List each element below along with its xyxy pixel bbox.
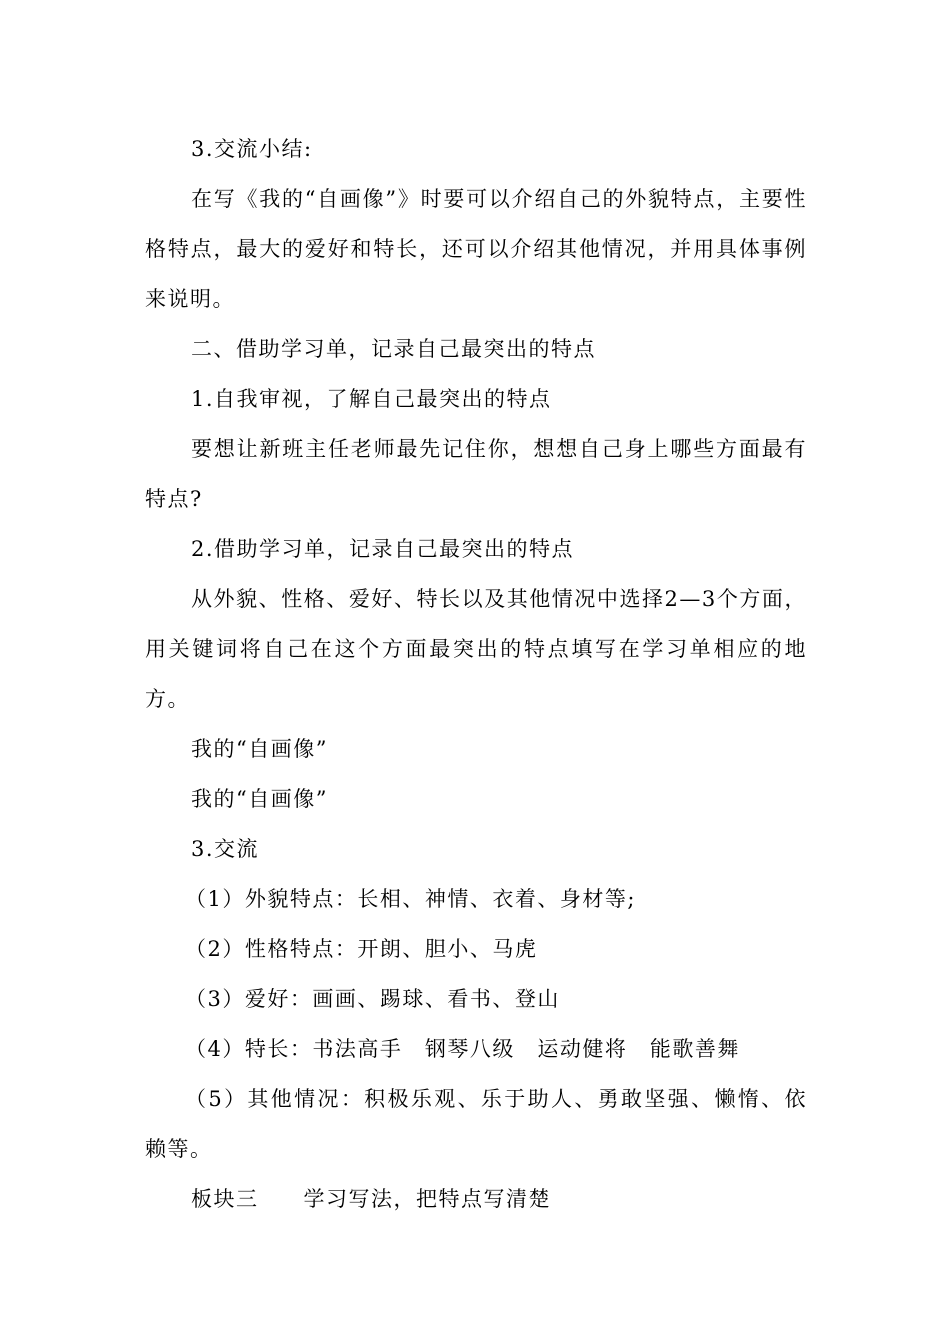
exchange-summary-text: 在写《我的“自画像”》时要可以介绍自己的外貌特点，主要性格特点，最大的爱好和特长，还可以介绍其他情况，并用具体事例来说明。 [145,187,807,311]
self-review-heading: 1.自我审视，了解自己最突出的特点 [191,387,552,411]
list-item-other: （5）其他情况：积极乐观、乐于助人、勇敢坚强、懒惰、依赖等。 [145,1087,807,1161]
list-item-hobbies: （3）爱好：画画、踢球、看书、登山 [185,987,560,1011]
list-item-personality: （2）性格特点：开朗、胆小、马虎 [185,937,538,961]
worksheet-text: 从外貌、性格、爱好、特长以及其他情况中选择2—3个方面，用关键词将自己在这个方面最突出的特点填写在学习单相应的地方。 [145,587,807,711]
self-review-text: 要想让新班主任老师最先记住你，想想自己身上哪些方面最有特点? [145,437,807,511]
section-two-heading: 二、借助学习单，记录自己最突出的特点 [191,337,596,361]
exchange-summary-heading: 3.交流小结: [191,137,313,161]
worksheet-heading: 2.借助学习单，记录自己最突出的特点 [191,537,575,561]
exchange-heading: 3.交流 [191,837,260,861]
document-body [145,124,807,1224]
list-item-appearance: （1）外貌特点：长相、神情、衣着、身材等; [185,887,636,911]
self-portrait-title-1: 我的“自画像” [191,737,328,761]
list-item-talents: （4）特长：书法高手 钢琴八级 运动健将 能歌善舞 [185,1037,740,1061]
self-portrait-title-2: 我的“自画像” [191,787,328,811]
section-three-heading: 板块三 学习写法，把特点写清楚 [191,1187,551,1211]
